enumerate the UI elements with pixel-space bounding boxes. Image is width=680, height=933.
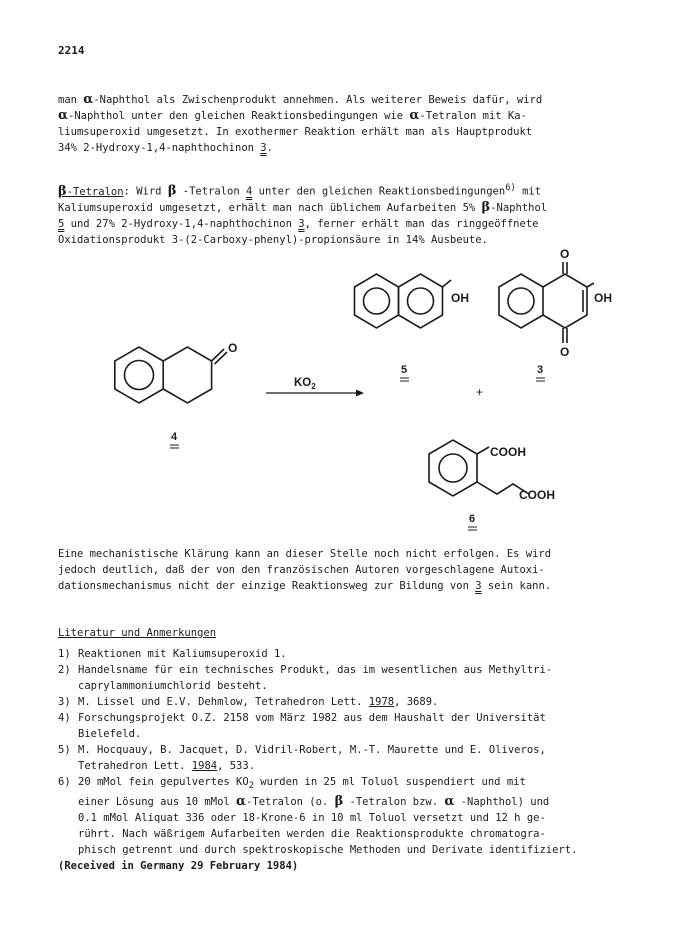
- carbonyl-oxygen-label: O: [228, 341, 238, 355]
- paragraph-mechanism: Eine mechanistische Klärung kann an dieser Stelle noch nicht erfolgen. Es wird jedoch deutlich, daß der von den französischen Autoren vorgeschlagene Autoxi- dationsmechanismus nicht der einzige Reaktionsweg zur Bildung von 3 sein kann.: [58, 548, 552, 592]
- reference-item: 3) M. Lissel und E.V. Dehmlow, Tetrahedron Lett. 1978, 3689.: [58, 696, 439, 708]
- paragraph-beta-tetralon: β-Tetralon: Wird β -Tetralon 4 unter den gleichen Reaktionsbedingungen$^{6)}$ mit Kaliumsuperoxid umgesetzt, erhält man nach üblichem Aufarbeiten 5% β-Naphthol 5 und 27% 2-Hydroxy-1,4-naphthochinon 3, ferner erhält man das ringgeöffnete Oxidationsprodukt 3-(2-Carboxy-phenyl)-propionsäure in 14% Ausbeute.: [58, 183, 548, 246]
- reference-item: 1) Reaktionen mit Kaliumsuperoxid 1.: [58, 648, 287, 660]
- literature-heading: Literatur und Anmerkungen: [58, 627, 217, 639]
- structure-beta-tetralon: [115, 347, 227, 403]
- compound-label-5: 5: [401, 364, 408, 376]
- hydroxyl-label: OH: [451, 291, 469, 305]
- reference-item: 2) Handelsname für ein technisches Produkt, das im wesentlichen aus Methyltri- caprylammoniumchlorid besteht.: [58, 664, 553, 692]
- reference-item: 5) M. Hocquauy, B. Jacquet, D. Vidril-Robert, M.-T. Maurette und E. Oliveros, Tetrahedron Lett. 1984, 533.: [58, 744, 546, 772]
- compound-label-4: 4: [171, 431, 178, 443]
- quinone-oxygen-top-label: O: [560, 247, 570, 261]
- reference-list: [58, 646, 638, 874]
- paragraph-alpha-naphthol: man α-Naphthol als Zwischenprodukt annehmen. Als weiterer Beweis dafür, wird α-Naphthol unter den gleichen Reaktionsbedingungen wie α-Tetralon mit Ka- liumsuperoxid umgesetzt. In exothermer Reaktion erhält man als Hauptprodukt 34% 2-Hydroxy-1,4-naphthochinon 3.: [58, 92, 543, 154]
- page-number: 2214: [58, 44, 85, 57]
- carboxyl-label-top: COOH: [490, 445, 526, 459]
- plus-sign: +: [476, 385, 484, 399]
- structure-beta-naphthol: [355, 274, 452, 328]
- quinone-hydroxyl-label: OH: [594, 291, 612, 305]
- structure-hydroxy-naphthoquinone: [499, 262, 594, 343]
- compound-label-6: 6: [469, 513, 476, 525]
- reference-item: 6) 20 mMol fein gepulvertes $KO_2$ wurden in 25 ml Toluol suspendiert und mit einer Lösung aus 10 mMol α-Tetralon (o. β -Tetralon bzw. α -Naphthol) und 0.1 mMol Aliquat 336 oder 18-Krone-6 in 10 ml Toluol versetzt und 12 h ge- rührt. Nach wäßrigem Aufarbeiten werden die Reaktionsprodukte chromatogra- phisch getrennt und durch spektroskopische Methoden und Derivate identifiziert.: [58, 776, 578, 857]
- reference-item: 4) Forschungsprojekt O.Z. 2158 vom März 1982 aus dem Haushalt der Universität Bielefeld.: [58, 712, 546, 740]
- compound-label-3: 3: [537, 364, 544, 376]
- reaction-scheme: [0, 247, 680, 543]
- reagent-label: $KO_2$: [294, 377, 316, 391]
- quinone-oxygen-bottom-label: O: [560, 345, 570, 359]
- carboxyl-label-bottom: COOH: [519, 488, 555, 502]
- received-date: (Received in Germany 29 February 1984): [58, 860, 299, 873]
